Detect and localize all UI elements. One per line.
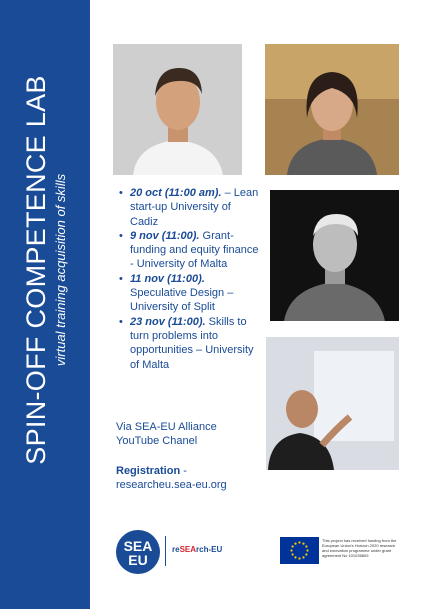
event-schedule-list [116, 186, 261, 372]
event-date: 23 nov (11:00). [130, 315, 206, 328]
eu-flag-icon [280, 537, 319, 564]
event-item [116, 186, 261, 229]
sea-eu-logo-line2: EU [128, 552, 148, 568]
speaker-photo-3 [270, 190, 399, 321]
research-suffix: rch-EU [196, 545, 223, 554]
event-subtitle: virtual training acquisition of skills [53, 173, 68, 367]
logo-divider [165, 536, 166, 566]
research-highlight: SEA [179, 545, 197, 554]
title-sidebar [0, 0, 90, 609]
registration-block [116, 464, 266, 493]
event-description: Grant-funding and equity finance - University of Malta [130, 229, 259, 271]
event-description: Speculative Design – University of Split [130, 287, 234, 314]
event-date: 9 nov (11:00). [130, 229, 200, 242]
event-title: SPIN-OFF COMPETENCE LAB [21, 75, 51, 465]
event-date: 20 oct (11:00 am). [130, 187, 222, 199]
event-date: 11 nov (11:00). [130, 272, 205, 285]
event-item [116, 272, 261, 315]
registration-link[interactable]: researcheu.sea-eu.org [116, 479, 227, 492]
registration-label: Registration [116, 465, 181, 477]
sea-eu-logo-line1: SEA [123, 538, 153, 554]
sea-eu-logo [116, 530, 160, 574]
research-prefix: re [172, 545, 180, 554]
speaker-photo-1 [113, 44, 242, 175]
event-description: – Lean start-up University of Cadiz [130, 187, 259, 228]
eu-funding-notice: This project has received funding from the European Union's Horizon 2020 research and innovation programme under grant agreement No 101035809 [322, 538, 397, 558]
speaker-photo-2 [265, 44, 399, 175]
research-eu-logo [172, 545, 222, 554]
event-item [116, 315, 261, 372]
vertical-title-block [21, 75, 69, 464]
event-item [116, 229, 261, 272]
event-description: Skills to turn problems into opportunities – University of Malta [130, 315, 254, 371]
channel-info: Via SEA-EU Alliance YouTube Chanel [116, 421, 217, 448]
registration-separator: - [180, 465, 187, 477]
speaker-photo-4 [266, 337, 399, 470]
